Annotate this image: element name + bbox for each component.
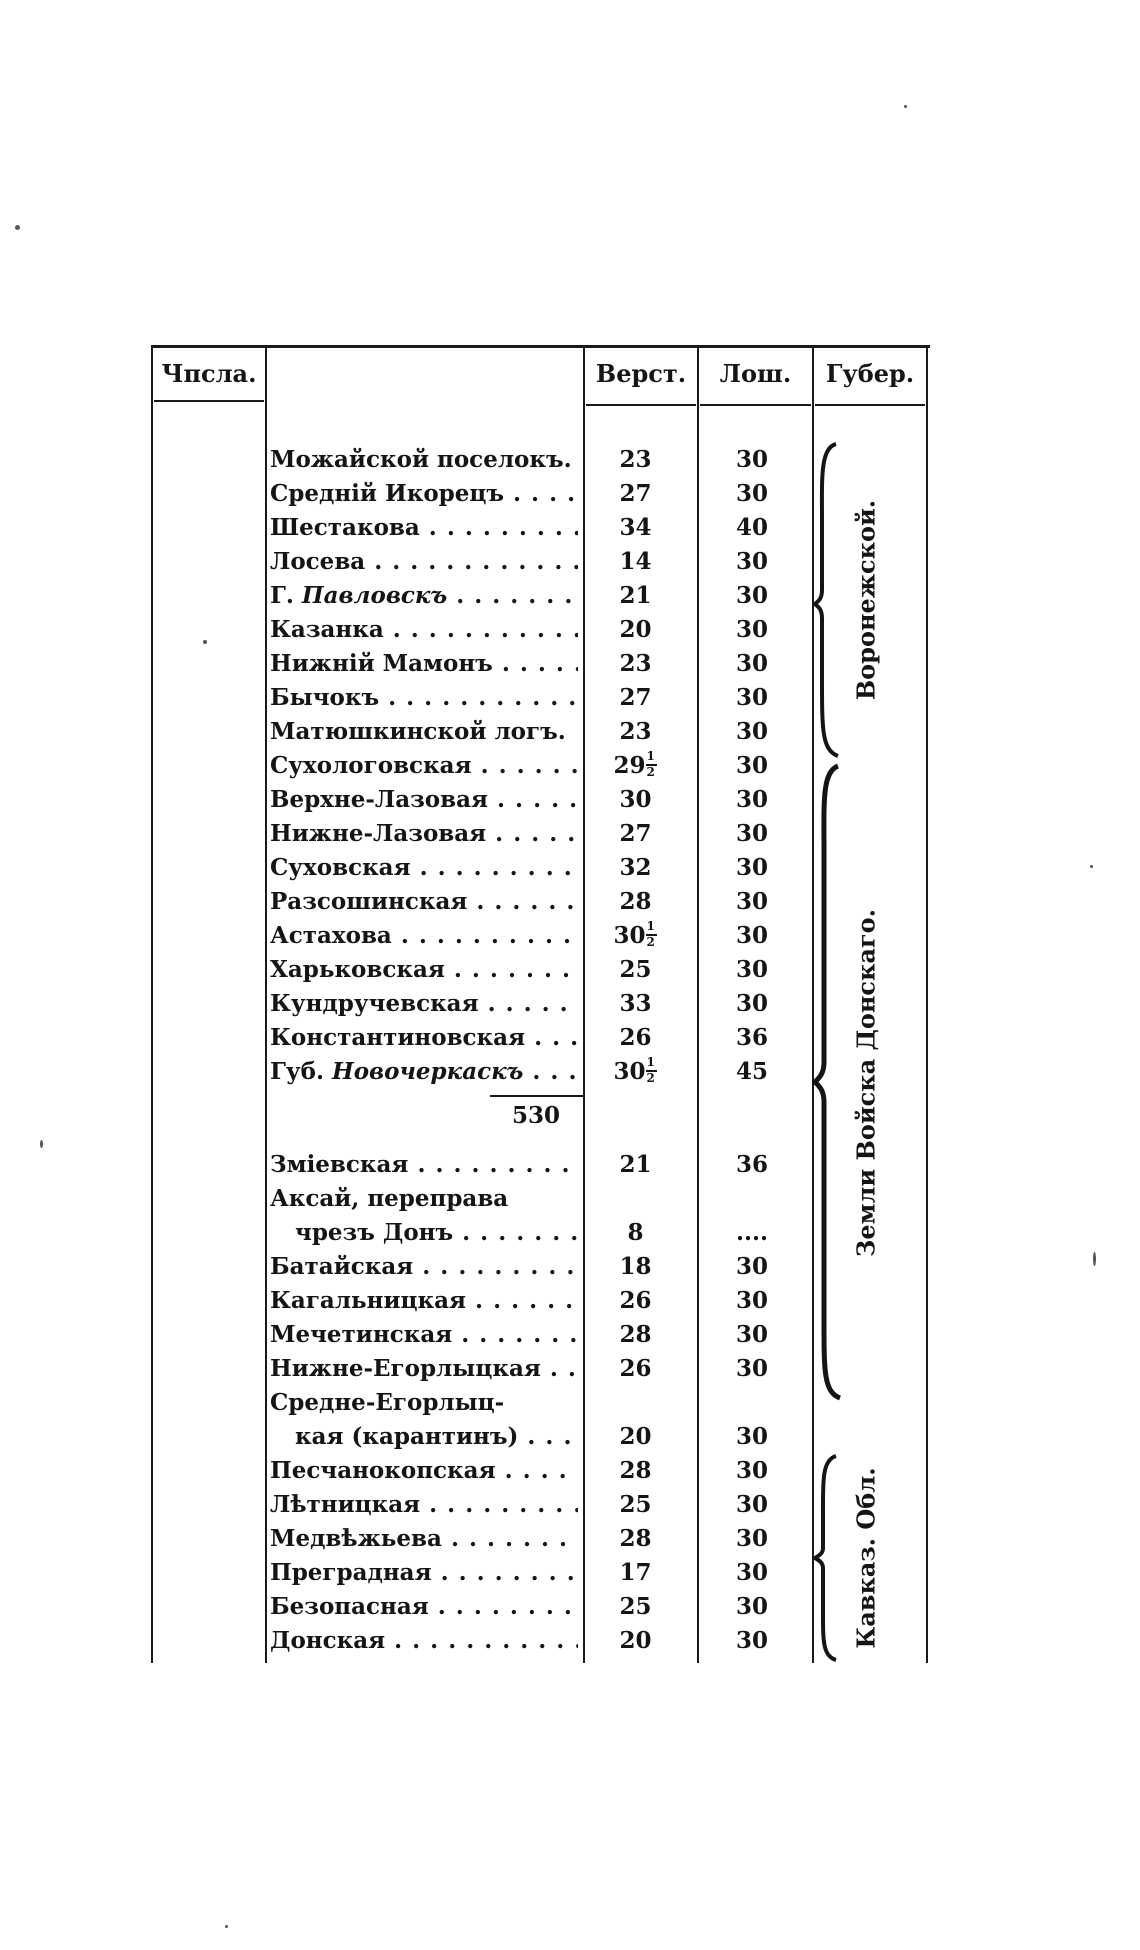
region-caucasus: Кавказ. Обл.	[851, 1467, 881, 1649]
versts-value: 21	[619, 1151, 652, 1178]
header-province: Губер.	[825, 359, 915, 388]
horses-value	[702, 1386, 802, 1420]
horses-value: 30	[735, 1491, 768, 1518]
horses-value: 40	[735, 514, 768, 541]
versts-value: 20	[619, 1627, 652, 1654]
horses-value: 30	[735, 752, 768, 779]
station-name: Нижній Мамонъ . . .	[270, 647, 578, 681]
versts-value: 27	[619, 480, 652, 507]
horses-value: 30	[735, 616, 768, 643]
station-name: Казанка . . .	[270, 613, 578, 647]
paper-speck	[225, 1925, 228, 1928]
station-name: Сухологовская . . .	[270, 749, 578, 783]
horses-value: 30	[735, 888, 768, 915]
station-name: Шестакова . . .	[270, 511, 578, 545]
header-horses: Лош.	[719, 359, 792, 388]
station-name: Безопасная . . .	[270, 1590, 578, 1624]
station-name: Песчанокопская . . .	[270, 1454, 578, 1488]
versts-value: 27	[619, 684, 652, 711]
paper-speck	[203, 640, 207, 644]
versts-value: 25	[619, 956, 652, 983]
station-name: Нижне-Лазовая . . .	[270, 817, 578, 851]
horses-value: 30	[735, 1253, 768, 1280]
brace-caucasus	[812, 1452, 852, 1664]
versts-value: 30	[619, 786, 652, 813]
station-name: Матюшкинской логъ.	[270, 718, 566, 745]
versts-value: 28	[619, 888, 652, 915]
versts-value: 28	[619, 1457, 652, 1484]
station-name: чрезъ Донъ . . .	[295, 1216, 578, 1250]
versts-value: 34	[619, 514, 652, 541]
horses-value: 30	[735, 548, 768, 575]
station-name: Средній Икорецъ . . .	[270, 477, 578, 511]
town-name: Новочеркаскъ	[331, 1058, 524, 1085]
header-underline-versts	[586, 404, 696, 406]
versts-value: 17	[619, 1559, 652, 1586]
station-name: Медвѣжьева . . .	[270, 1522, 578, 1556]
horses-value: ....	[735, 1219, 769, 1246]
station-name: Преградная . . .	[270, 1556, 578, 1590]
versts-value	[598, 1182, 673, 1216]
horses-value: 30	[735, 1627, 768, 1654]
station-name: Константиновская . . .	[270, 1021, 578, 1055]
horses-value: 30	[735, 1287, 768, 1314]
table-row	[265, 1420, 915, 1454]
horses-value: 30	[735, 718, 768, 745]
station-name: Аксай, переправа	[270, 1185, 509, 1212]
half-fraction: $\frac{1}{2}$	[646, 919, 655, 949]
horses-value: 30	[735, 1423, 768, 1450]
header-underline-horses	[700, 404, 811, 406]
town-prefix: Губ.	[270, 1058, 324, 1085]
subtotal-rule	[490, 1095, 583, 1097]
horses-value: 30	[735, 956, 768, 983]
versts-value: 32	[619, 854, 652, 881]
station-name: Батайская . . .	[270, 1250, 578, 1284]
versts-value	[598, 1386, 673, 1420]
station-name: Можайской поселокъ.	[270, 446, 572, 473]
horses-value: 30	[735, 854, 768, 881]
horses-value: 30	[735, 1525, 768, 1552]
town-name: Павловскъ	[301, 582, 448, 609]
station-name: Харьковская . . .	[270, 953, 578, 987]
versts-value: 29 $\frac{1}{2}$	[598, 749, 673, 783]
station-name: Кундручевская . . .	[270, 987, 578, 1021]
versts-value: 26	[619, 1024, 652, 1051]
half-fraction: $\frac{1}{2}$	[646, 1055, 655, 1085]
versts-value: 27	[619, 820, 652, 847]
half-fraction: $\frac{1}{2}$	[646, 749, 655, 779]
versts-value: 14	[619, 548, 652, 575]
paper-speck	[904, 105, 907, 108]
header-numbers: Чпсла.	[161, 359, 257, 388]
header-underline-province	[815, 404, 925, 406]
brace-voronezh	[812, 440, 852, 760]
station-name: Донская . . .	[270, 1624, 578, 1658]
versts-value: 30 $\frac{1}{2}$	[598, 919, 673, 953]
horses-value: 30	[735, 1559, 768, 1586]
horses-value: 30	[735, 990, 768, 1017]
versts-value: 25	[619, 1491, 652, 1518]
station-name: Лосева . . .	[270, 545, 578, 579]
horses-value	[702, 1182, 802, 1216]
station-name: Астахова . . .	[270, 919, 578, 953]
horses-value: 30	[735, 684, 768, 711]
horses-value: 30	[735, 820, 768, 847]
header-versts: Верст.	[595, 359, 687, 388]
subtotal-value: 530	[512, 1102, 561, 1129]
versts-value: 33	[619, 990, 652, 1017]
versts-value: 23	[619, 650, 652, 677]
station-name: кая (карантинъ) . . .	[295, 1420, 578, 1454]
paper-speck	[1093, 1252, 1096, 1266]
horses-value: 30	[735, 480, 768, 507]
station-name	[270, 1055, 578, 1089]
versts-value: 18	[619, 1253, 652, 1280]
horses-value: 36	[735, 1024, 768, 1051]
versts-value: 20	[619, 1423, 652, 1450]
horses-value: 30	[735, 1355, 768, 1382]
versts-value: 8	[627, 1219, 644, 1246]
versts-value: 28	[619, 1321, 652, 1348]
horses-value: 36	[735, 1151, 768, 1178]
versts-value: 26	[619, 1355, 652, 1382]
versts-value: 21	[619, 582, 652, 609]
versts-value: 23	[619, 446, 652, 473]
station-name: Нижне-Егорлыцкая . . .	[270, 1352, 578, 1386]
station-name: Зміевская . . .	[270, 1148, 578, 1182]
horses-value: 30	[735, 446, 768, 473]
versts-value: 28	[619, 1525, 652, 1552]
station-name: Суховская . . .	[270, 851, 578, 885]
region-don: Земли Войска Донскаго.	[851, 909, 881, 1257]
station-name: Лѣтницкая . . .	[270, 1488, 578, 1522]
versts-value: 23	[619, 718, 652, 745]
horses-value: 30	[735, 786, 768, 813]
paper-speck	[15, 225, 20, 230]
horses-value: 30	[735, 582, 768, 609]
station-name: Разсошинская . . .	[270, 885, 578, 919]
horses-value: 30	[735, 650, 768, 677]
station-name: Верхне-Лазовая . . .	[270, 783, 578, 817]
region-voronezh: Воронежской.	[851, 499, 881, 701]
station-name: Кагальницкая . . .	[270, 1284, 578, 1318]
brace-don	[812, 762, 852, 1402]
horses-value: 45	[735, 1058, 768, 1085]
horses-value: 30	[735, 922, 768, 949]
versts-value: 26	[619, 1287, 652, 1314]
paper-speck	[40, 1140, 43, 1148]
station-name: Мечетинская . . .	[270, 1318, 578, 1352]
town-prefix: Г.	[270, 582, 294, 609]
horses-value: 30	[735, 1593, 768, 1620]
header-underline-numbers	[154, 400, 264, 402]
versts-value: 20	[619, 616, 652, 643]
station-name: Бычокъ . . .	[270, 681, 578, 715]
table-right-rule	[926, 345, 928, 1663]
horses-value: 30	[735, 1321, 768, 1348]
station-name: Средне-Егорлыц-	[270, 1389, 505, 1416]
paper-speck	[1090, 865, 1093, 868]
versts-value: 25	[619, 1593, 652, 1620]
horses-value: 30	[735, 1457, 768, 1484]
table-left-rule	[151, 345, 153, 1663]
station-name	[270, 579, 578, 613]
versts-value: 30 $\frac{1}{2}$	[598, 1055, 673, 1089]
